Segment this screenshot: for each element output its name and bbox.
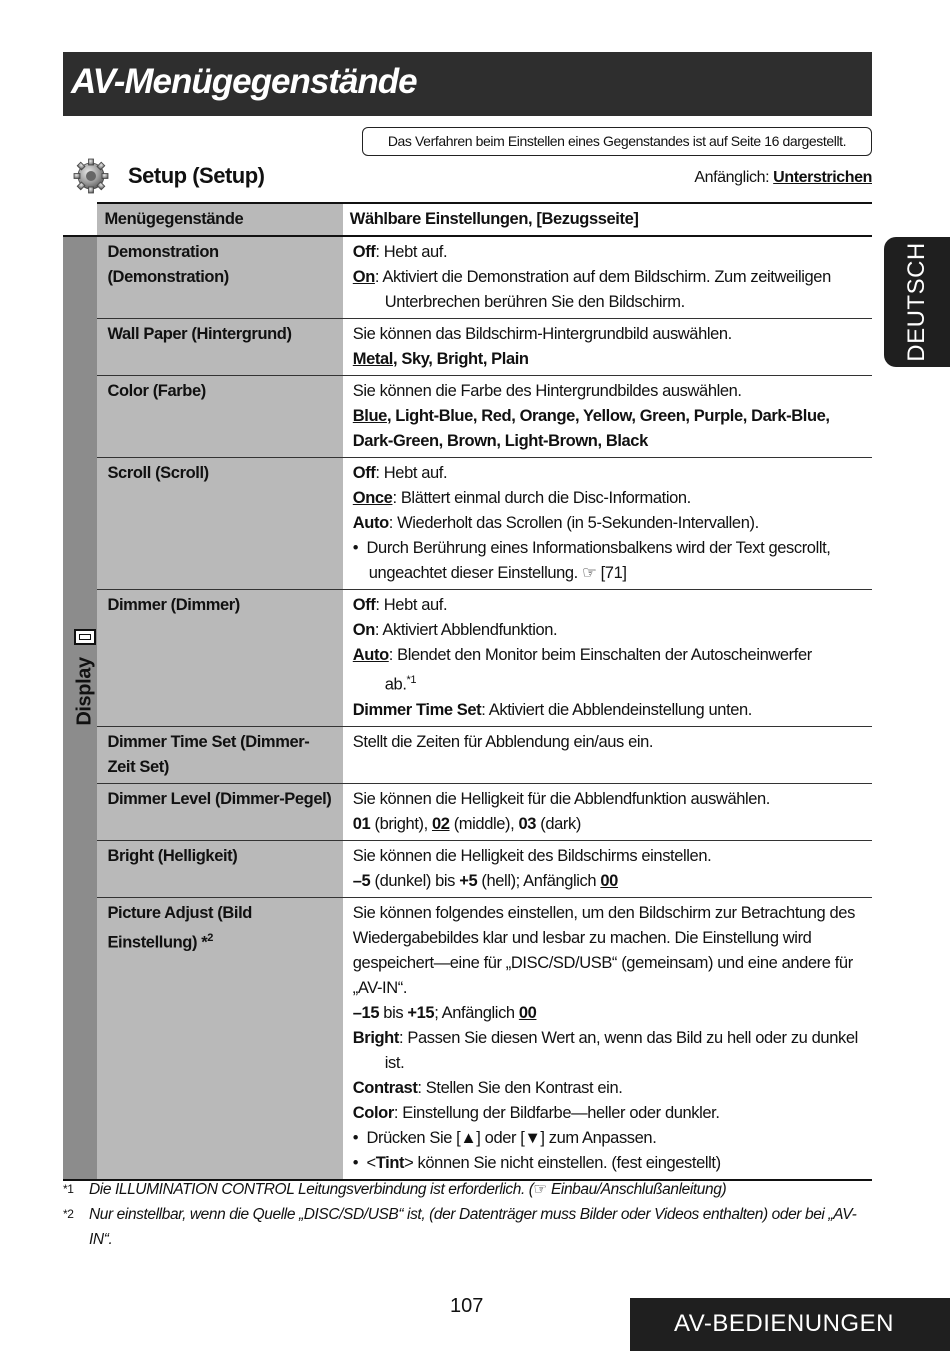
language-tab-label: DEUTSCH <box>903 242 930 362</box>
option-text: : Hebt auf. <box>375 464 448 482</box>
item-name: Color (Farbe) <box>97 376 342 458</box>
option-text: : Aktiviert die Demonstration auf dem Bildschirm. Zum zeitweiligen <box>374 268 831 286</box>
item-name: Bright (Helligkeit) <box>97 840 342 897</box>
option-key: 03 <box>518 814 537 833</box>
table-header-row <box>63 203 872 236</box>
option-key: Off <box>352 464 376 482</box>
display-label: Display <box>73 657 96 726</box>
procedure-note: Das Verfahren beim Einstellen eines Gegenstandes ist auf Seite 16 dargestellt. <box>362 127 872 156</box>
option-text: Sie können das Bildschirm-Hintergrundbild auswählen. <box>352 325 732 343</box>
option-bullet: > können Sie nicht einstellen. (fest eingestellt) <box>404 1153 721 1172</box>
option-text: Sie können die Helligkeit für die Abblendfunktion auswählen. <box>352 789 770 808</box>
item-name: Dimmer (Dimmer) <box>97 590 342 727</box>
table-row <box>63 319 872 376</box>
option-text: : Hebt auf. <box>375 596 448 614</box>
col-header-settings: Wählbare Einstellungen, [Bezugsseite] <box>343 203 872 236</box>
footnote-ref: 2 <box>207 931 213 944</box>
option-text: Sie können folgendes einstellen, um den Bildschirm zur Betrachtung des Wiedergabebildes klar und lesbar zu machen. Die Einstellung wird gespeichert—eine für „DISC/SD/USB“ (gemeinsam) und eine andere für „AV-IN“. <box>352 903 855 997</box>
chapter-tab <box>630 1298 950 1351</box>
option-text: Unterbrechen berühren Sie den Bildschirm. <box>384 293 685 311</box>
option-key: Dimmer Time Set <box>352 700 482 719</box>
footnote-mark: *2 <box>63 1207 74 1221</box>
table-row <box>63 458 872 590</box>
option-text: Stellt die Zeiten für Abblendung ein/aus ein. <box>352 732 654 751</box>
section-title: Setup (Setup) <box>128 163 265 188</box>
gear-icon <box>72 157 110 195</box>
item-options <box>343 726 872 783</box>
option-text: : Wiederholt das Scrollen (in 5-Sekunden-Intervallen). <box>388 514 759 532</box>
item-name: Scroll (Scroll) <box>97 458 342 590</box>
option-values: , Light-Blue, Red, Orange, Yellow, Green, Purple, Dark-Blue, Dark-Green, Brown, Light-Brown, Black <box>352 407 830 450</box>
item-name: Dimmer Level (Dimmer-Pegel) <box>97 783 342 840</box>
table-row <box>63 897 872 1180</box>
display-icon <box>74 629 96 645</box>
option-text: : Hebt auf. <box>375 243 448 261</box>
option-key-default: 00 <box>600 871 618 890</box>
option-key: Off <box>352 243 376 261</box>
table-row <box>63 726 872 783</box>
footnote <box>63 1202 872 1252</box>
option-key: Bright <box>352 1028 399 1047</box>
item-options: Off: Hebt auf. Once: Blättert einmal durch die Disc-Information. Auto: Wiederholt das Scrollen (in 5-Sekunden-Intervallen). • Durch Berührung eines Informationsbalkens wird der Text gescrollt, ungeachtet dieser Einstellung. ☞ [71] <box>343 458 872 590</box>
option-bullet: Drücken Sie [▲] oder [▼] zum Anpassen. <box>366 1128 657 1147</box>
item-options <box>343 236 872 319</box>
item-name: Picture Adjust (Bild Einstellung) *$^2$ <box>97 897 342 1180</box>
option-key: 01 <box>352 814 371 833</box>
option-bullet: Durch Berührung eines Informationsbalkens wird der Text gescrollt, ungeachtet dieser Einstellung. ☞ [71] <box>366 539 831 582</box>
item-options: Sie können die Helligkeit für die Abblendfunktion auswählen. 01 (bright), 02 (middle), 03 (dark) <box>343 783 872 840</box>
option-key: Contrast <box>352 1078 418 1097</box>
footnote-ref: *1 <box>406 674 417 686</box>
option-key: Off <box>352 596 376 614</box>
language-tab <box>884 237 950 367</box>
table-row <box>63 840 872 897</box>
option-key: –5 <box>352 871 371 890</box>
header-spacer <box>63 203 97 236</box>
item-options <box>343 590 872 727</box>
settings-table <box>63 202 872 1181</box>
initial-legend <box>694 169 872 187</box>
option-text: : Aktiviert die Abblendeinstellung unten. <box>481 700 752 719</box>
table-row <box>63 236 872 319</box>
option-text: ab. <box>384 675 407 694</box>
option-key: Auto <box>352 514 389 532</box>
option-key-default: Auto <box>352 646 389 664</box>
option-text: ist. <box>384 1053 405 1072</box>
display-group <box>67 629 103 726</box>
table-row <box>63 590 872 727</box>
item-name: Dimmer Time Set (Dimmer-Zeit Set) <box>97 726 342 783</box>
col-header-items: Menügegenstände <box>97 203 342 236</box>
footnote <box>63 1177 872 1202</box>
option-key: +5 <box>459 871 478 890</box>
item-name: Demonstration (Demonstration) <box>97 236 342 319</box>
option-text: : Blendet den Monitor beim Einschalten der Autoscheinwerfer <box>388 646 812 664</box>
title-bar <box>63 52 872 116</box>
option-key: On <box>352 621 375 639</box>
option-key-default: Once <box>352 489 393 507</box>
item-name: Wall Paper (Hintergrund) <box>97 319 342 376</box>
option-text: Sie können die Farbe des Hintergrundbildes auswählen. <box>352 382 742 400</box>
option-text: Sie können die Helligkeit des Bildschirms einstellen. <box>352 846 712 865</box>
item-options <box>343 319 872 376</box>
footnote-text: Die ILLUMINATION CONTROL Leitungsverbindung ist erforderlich. (☞ Einbau/Anschlußanleitung) <box>89 1181 727 1198</box>
display-side-label <box>63 236 97 1180</box>
initial-value: Unterstrichen <box>773 169 872 186</box>
option-key: –15 <box>352 1003 380 1022</box>
option-text: : Blättert einmal durch die Disc-Information. <box>392 489 691 507</box>
page-title: AV-Menügegenstände <box>71 62 417 101</box>
footnote-mark: *1 <box>63 1182 74 1196</box>
option-key-default: Metal <box>352 350 393 368</box>
page-number: 107 <box>450 1295 484 1317</box>
item-options: Sie können folgendes einstellen, um den Bildschirm zur Betrachtung des Wiedergabebildes klar und lesbar zu machen. Die Einstellung wird gespeichert—eine für „DISC/SD/USB“ (gemeinsam) und eine andere für „AV-IN“. –15 bis +15; Anfänglich 00 Bright: Passen Sie diesen Wert an, wenn das Bild zu hell oder zu dunkel ist. Contrast: Stellen Sie den Kontrast ein. Color: Einstellung der Bildfarbe—heller oder dunkler. • Drücken Sie [▲] oder [▼] zum Anpassen. • <Tint> können Sie nicht einstellen. (fest eingestellt) <box>343 897 872 1180</box>
option-values: , Sky, Bright, Plain <box>392 350 529 368</box>
item-options <box>343 376 872 458</box>
option-key-default: On <box>352 268 375 286</box>
initial-label: Anfänglich: <box>694 169 770 186</box>
footnotes <box>63 1177 872 1252</box>
table-row <box>63 783 872 840</box>
option-key-default: 02 <box>431 814 450 833</box>
option-key: Color <box>352 1103 394 1122</box>
item-options: Sie können die Helligkeit des Bildschirms einstellen. –5 (dunkel) bis +5 (hell); Anfänglich 00 <box>343 840 872 897</box>
option-key-default: Blue <box>352 407 387 425</box>
table-row <box>63 376 872 458</box>
option-text: : Aktiviert Abblendfunktion. <box>374 621 558 639</box>
footnote-text: Nur einstellbar, wenn die Quelle „DISC/SD/USB“ ist, (der Datenträger muss Bilder oder Videos enthalten) oder bei „AV-IN“. <box>89 1206 857 1248</box>
chapter-tab-label: AV-BEDIENUNGEN <box>674 1310 894 1337</box>
option-key-default: 00 <box>518 1003 537 1022</box>
option-key: +15 <box>407 1003 435 1022</box>
